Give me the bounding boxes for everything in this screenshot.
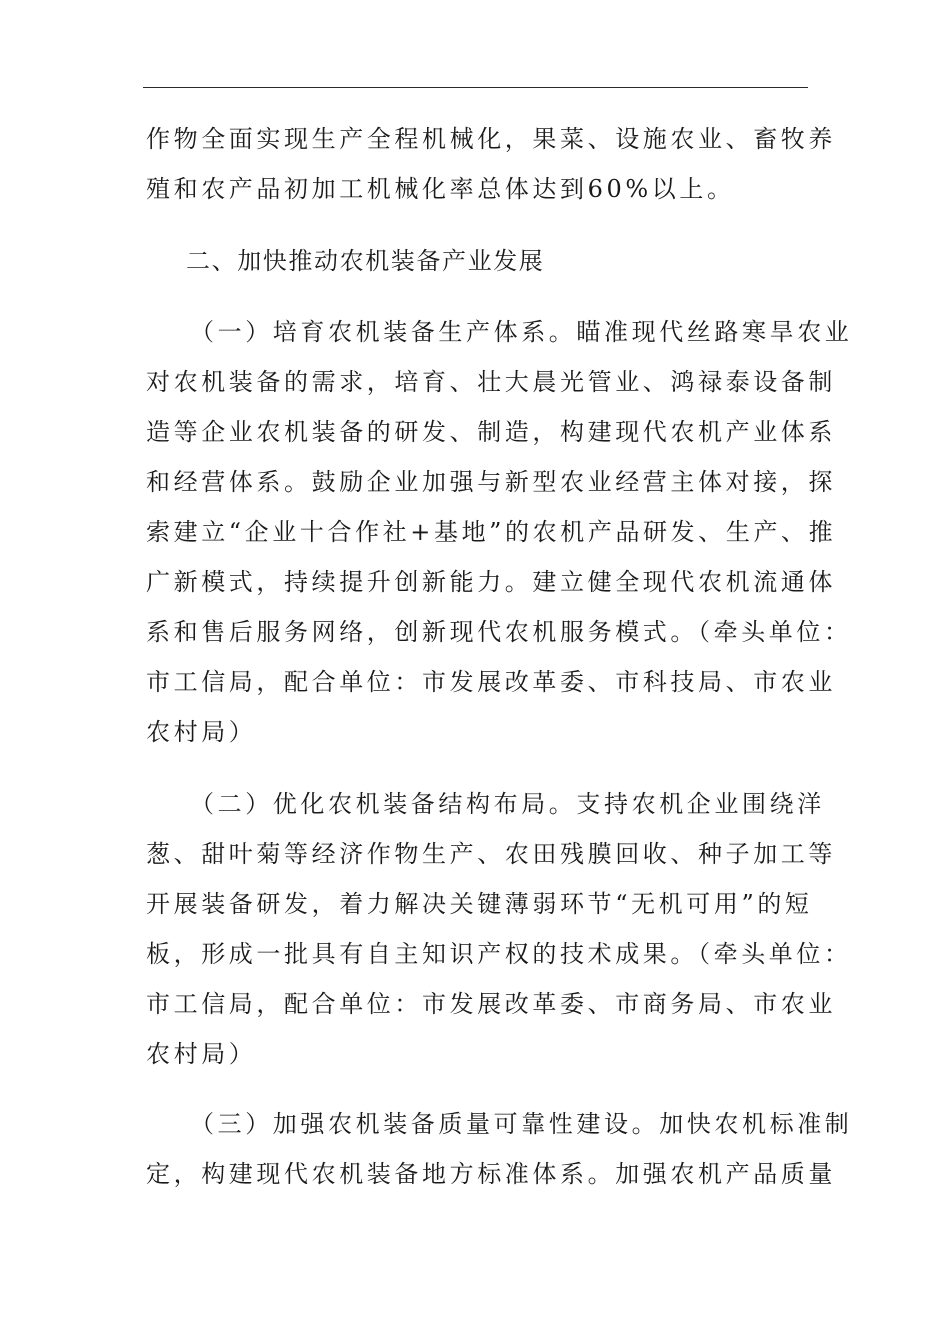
text-line: 索建立“企业十合作社+基地”的农机产品研发、生产、推 [146,518,837,546]
text-line: 葱、甜叶菊等经济作物生产、农田残膜回收、种子加工等 [146,840,836,868]
paragraph-one [146,307,853,757]
paragraph-three [146,1099,853,1199]
text-line: 开展装备研发，着力解决关键薄弱环节“无机可用”的短 [146,890,813,918]
text-line: 和经营体系。鼓励企业加强与新型农业经营主体对接，探 [146,468,836,496]
text-line: 市工信局，配合单位：市发展改革委、市科技局、市农业 [146,668,836,696]
text-line: 造等企业农机装备的研发、制造，构建现代农机产业体系 [146,418,836,446]
section-heading-block [146,236,806,286]
text-line: 系和售后服务网络，创新现代农机服务模式。（牵头单位： [146,618,852,646]
text-line: 定，构建现代农机装备地方标准体系。加强农机产品质量 [146,1160,836,1188]
text-line: 广新模式，持续提升创新能力。建立健全现代农机流通体 [146,568,836,596]
text-line: （一）培育农机装备生产体系。瞄准现代丝路寒旱农业 [190,318,853,346]
text-line: 对农机装备的需求，培育、壮大晨光管业、鸿禄泰设备制 [146,368,836,396]
text-line: 市工信局，配合单位：市发展改革委、市商务局、市农业 [146,990,836,1018]
section-heading: 二、加快推动农机装备产业发展 [186,247,545,275]
text-line: 农村局） [146,718,257,746]
header-rule [143,87,808,88]
text-line: 板，形成一批具有自主知识产权的技术成果。（牵头单位： [146,940,852,968]
text-line: （三）加强农机装备质量可靠性建设。加快农机标准制 [190,1110,853,1138]
text-line: （二）优化农机装备结构布局。支持农机企业围绕洋 [190,790,825,818]
text-line: 殖和农产品初加工机械化率总体达到60%以上。 [146,175,735,203]
paragraph-two [146,779,852,1079]
text-line: 农村局） [146,1040,257,1068]
text-line: 作物全面实现生产全程机械化，果菜、设施农业、畜牧养 [146,125,836,153]
intro-paragraph [146,114,836,214]
